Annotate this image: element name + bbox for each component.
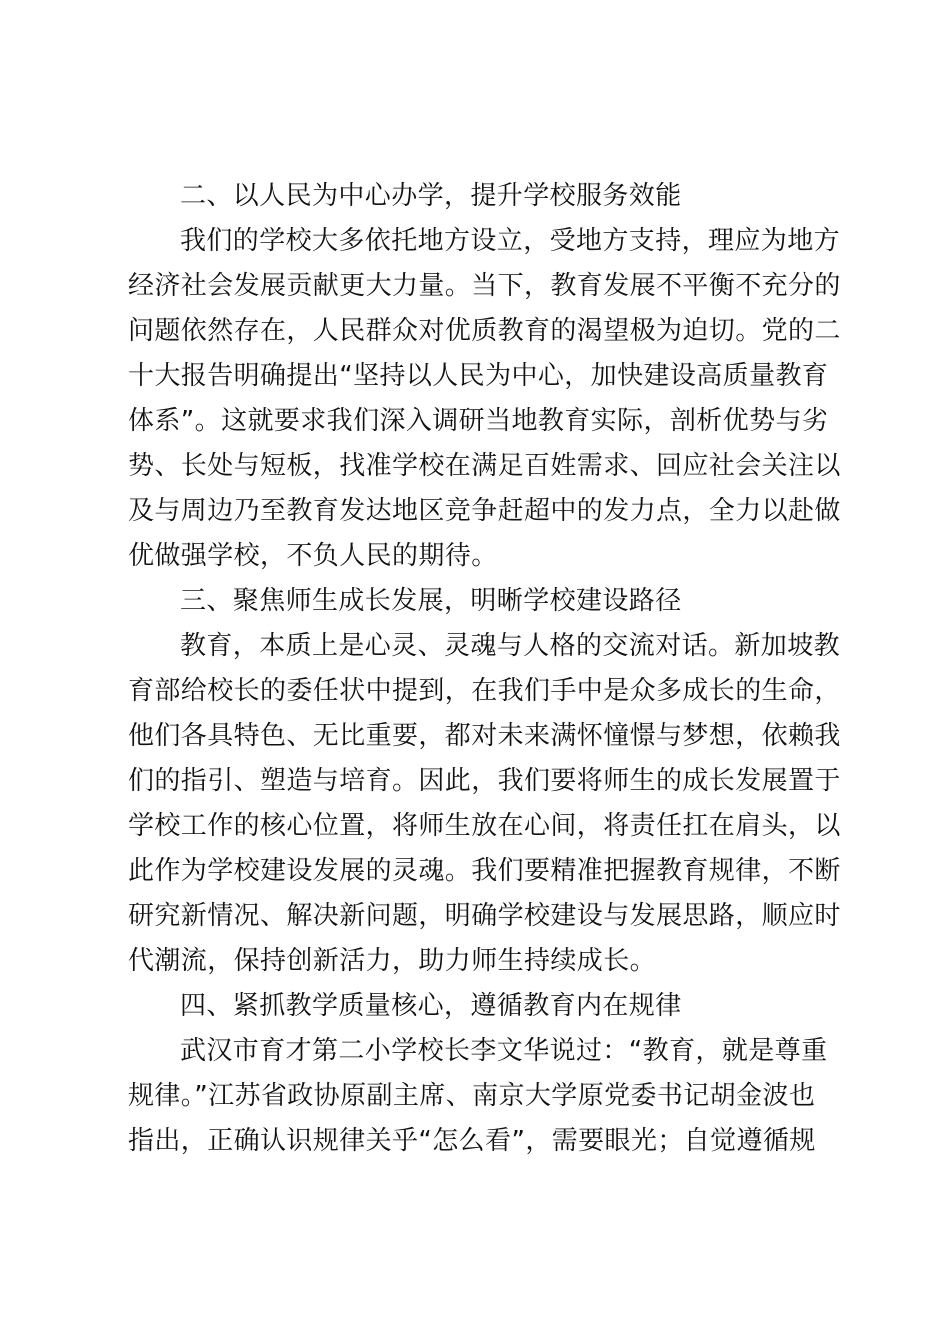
section-paragraph-3 (128, 624, 841, 984)
text-line: 育部给校长的委任状中提到，在我们手中是众多成长的生命， (128, 676, 841, 706)
text-line: 势、长处与短板，找准学校在满足百姓需求、回应社会关注以 (128, 451, 841, 481)
text-line: 十大报告明确提出“坚持以人民为中心，加快建设高质量教育 (128, 361, 829, 391)
section-paragraph-2 (128, 219, 841, 579)
text-line: 及与周边乃至教育发达地区竞争赶超中的发力点，全力以赴做 (128, 496, 841, 526)
text-line: 研究新情况、解决新问题，明确学校建设与发展思路，顺应时 (128, 901, 841, 931)
text-line: 我们的学校大多依托地方设立，受地方支持，理应为地方 (180, 226, 841, 256)
text-line: 们的指引、塑造与培育。因此，我们要将师生的成长发展置于 (128, 766, 841, 796)
document-body (128, 174, 841, 1164)
text-line: 代潮流，保持创新活力，助力师生持续成长。 (128, 946, 657, 976)
text-line: 此作为学校建设发展的灵魂。我们要精准把握教育规律，不断 (128, 856, 841, 886)
text-line: 优做强学校，不负人民的期待。 (128, 541, 498, 571)
text-line: 学校工作的核心位置，将师生放在心间，将责任扛在肩头，以 (128, 811, 841, 841)
text-line: 问题依然存在，人民群众对优质教育的渴望极为迫切。党的二 (128, 316, 841, 346)
text-line: 他们各具特色、无比重要，都对未来满怀憧憬与梦想，依赖我 (128, 721, 841, 751)
text-line: 经济社会发展贡献更大力量。当下，教育发展不平衡不充分的 (128, 271, 841, 301)
text-line: 规律。”江苏省政协原副主席、南京大学原党委书记胡金波也 (128, 1081, 816, 1111)
section-heading-3: 三、聚焦师生成长发展，明晰学校建设路径 (180, 586, 682, 616)
text-line: 体系”。这就要求我们深入调研当地教育实际，剖析优势与劣 (128, 406, 829, 436)
text-line: 指出，正确认识规律关乎“怎么看”，需要眼光；自觉遵循规 (128, 1126, 816, 1156)
text-line: 武汉市育才第二小学校长李文华说过：“教育，就是尊重 (180, 1036, 828, 1066)
section-paragraph-4 (128, 1029, 834, 1164)
section-heading-4: 四、紧抓教学质量核心，遵循教育内在规律 (180, 991, 682, 1021)
section-heading-2: 二、以人民为中心办学，提升学校服务效能 (180, 181, 682, 211)
text-line: 教育，本质上是心灵、灵魂与人格的交流对话。新加坡教 (180, 631, 841, 661)
